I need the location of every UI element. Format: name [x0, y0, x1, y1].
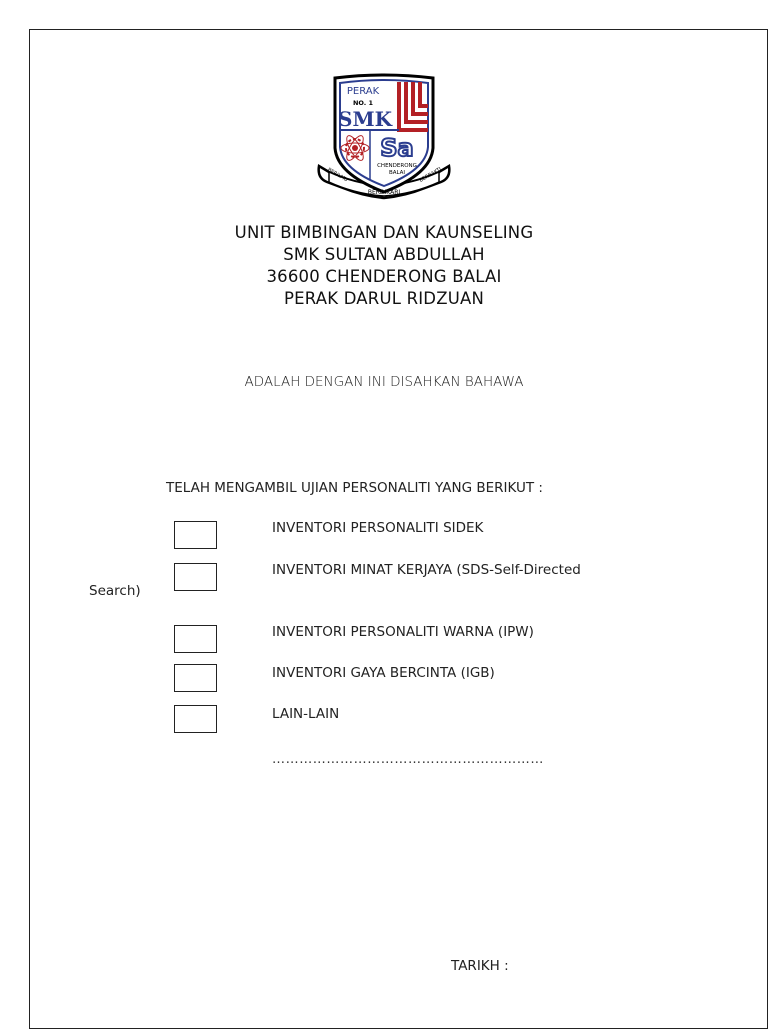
tests-taken-statement: TELAH MENGAMBIL UJIAN PERSONALITI YANG BERIKUT : [166, 480, 543, 496]
svg-text:BERBAKTI: BERBAKTI [418, 166, 443, 184]
item-label-igb: INVENTORI GAYA BERCINTA (IGB) [272, 665, 495, 681]
checkbox-ipw[interactable] [174, 625, 217, 653]
checkbox-sds[interactable] [174, 563, 217, 591]
checkbox-sidek[interactable] [174, 521, 217, 549]
svg-text:CHENDERONG: CHENDERONG [377, 163, 417, 169]
others-fill-line: …………………………………………………… [272, 752, 544, 767]
heading-school-name: SMK SULTAN ABDULLAH [283, 245, 485, 264]
svg-text:BERILMU: BERILMU [326, 166, 349, 184]
certification-statement: ADALAH DENGAN INI DISAHKAN BAHAWA [244, 374, 524, 390]
svg-text:BERDIKARI: BERDIKARI [367, 189, 401, 196]
item-label-sidek: INVENTORI PERSONALITI SIDEK [272, 520, 484, 536]
school-heading [0, 222, 768, 310]
svg-text:NO. 1: NO. 1 [352, 99, 374, 107]
checkbox-others[interactable] [174, 705, 217, 733]
heading-unit-name: UNIT BIMBINGAN DAN KAUNSELING [234, 223, 534, 242]
item-label-sds-continuation: Search) [89, 583, 141, 599]
checkbox-igb[interactable] [174, 664, 217, 692]
svg-text:Sa: Sa [380, 134, 414, 162]
svg-text:PERAK: PERAK [346, 86, 380, 97]
svg-text:BALAI: BALAI [388, 170, 406, 176]
date-label: TARIKH : [451, 958, 509, 974]
item-label-ipw: INVENTORI PERSONALITI WARNA (IPW) [272, 624, 534, 640]
heading-state: PERAK DARUL RIDZUAN [283, 289, 485, 308]
school-crest-logo [313, 70, 455, 210]
svg-text:SMK: SMK [338, 107, 392, 131]
item-label-sds: INVENTORI MINAT KERJAYA (SDS-Self-Directed [272, 562, 581, 578]
heading-postcode-town: 36600 CHENDERONG BALAI [266, 267, 502, 286]
item-label-others: LAIN-LAIN [272, 706, 340, 722]
